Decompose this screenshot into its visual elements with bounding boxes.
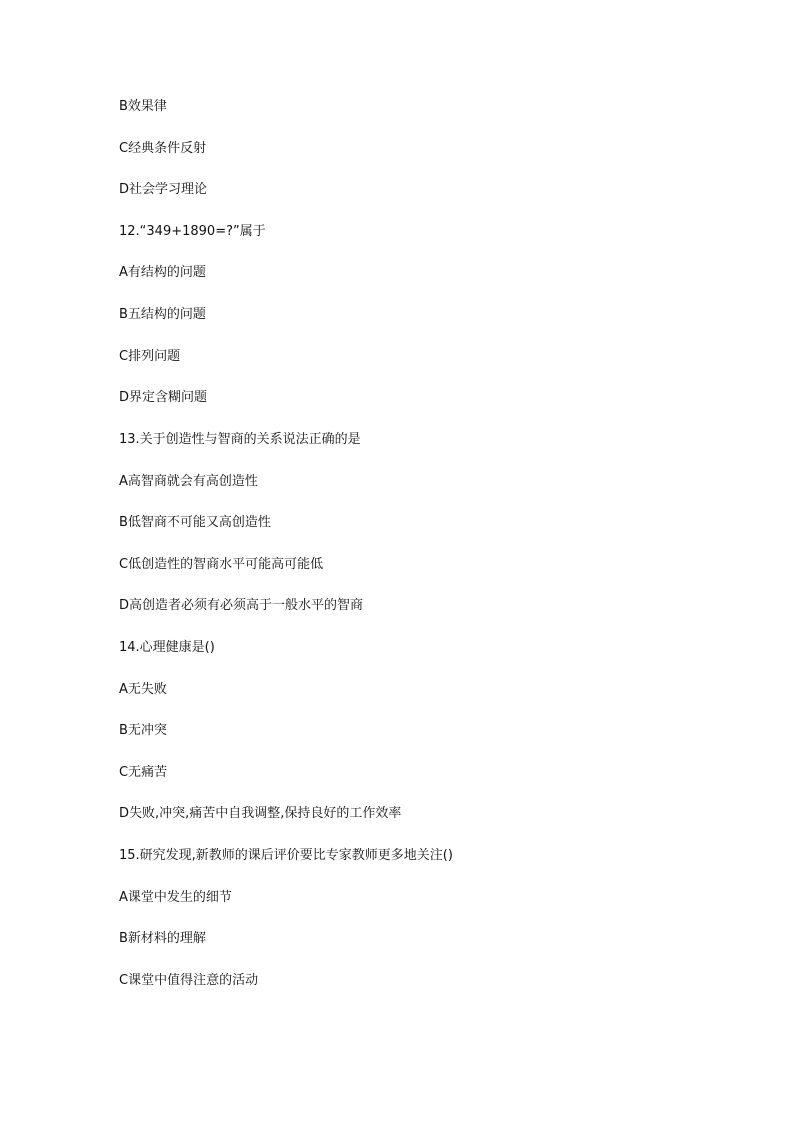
option-line: D高创造者必须有必须高于一般水平的智商 (119, 598, 364, 613)
option-line: A有结构的问题 (119, 265, 206, 280)
question-line: 13.关于创造性与智商的关系说法正确的是 (119, 432, 361, 447)
option-line: D界定含糊问题 (119, 390, 208, 405)
question-line: 12.“349+1890=?”属于 (119, 224, 266, 239)
question-line: 14.心理健康是() (119, 640, 215, 655)
option-line: C课堂中值得注意的活动 (119, 973, 259, 988)
option-line: C排列问题 (119, 349, 181, 364)
option-line: B五结构的问题 (119, 307, 206, 322)
option-line: C经典条件反射 (119, 141, 207, 156)
option-line: D社会学习理论 (119, 182, 208, 197)
option-line: B效果律 (119, 99, 167, 114)
option-line: C无痛苦 (119, 765, 168, 780)
option-line: B无冲突 (119, 723, 167, 738)
option-line: A课堂中发生的细节 (119, 890, 232, 905)
option-line: C低创造性的智商水平可能高可能低 (119, 557, 324, 572)
option-line: B新材料的理解 (119, 931, 206, 946)
option-line: A无失败 (119, 682, 167, 697)
option-line: D失败,冲突,痛苦中自我调整,保持良好的工作效率 (119, 806, 402, 821)
option-line: B低智商不可能又高创造性 (119, 515, 271, 530)
option-line: A高智商就会有高创造性 (119, 474, 258, 489)
question-line: 15.研究发现,新教师的课后评价要比专家教师更多地关注() (119, 848, 453, 863)
